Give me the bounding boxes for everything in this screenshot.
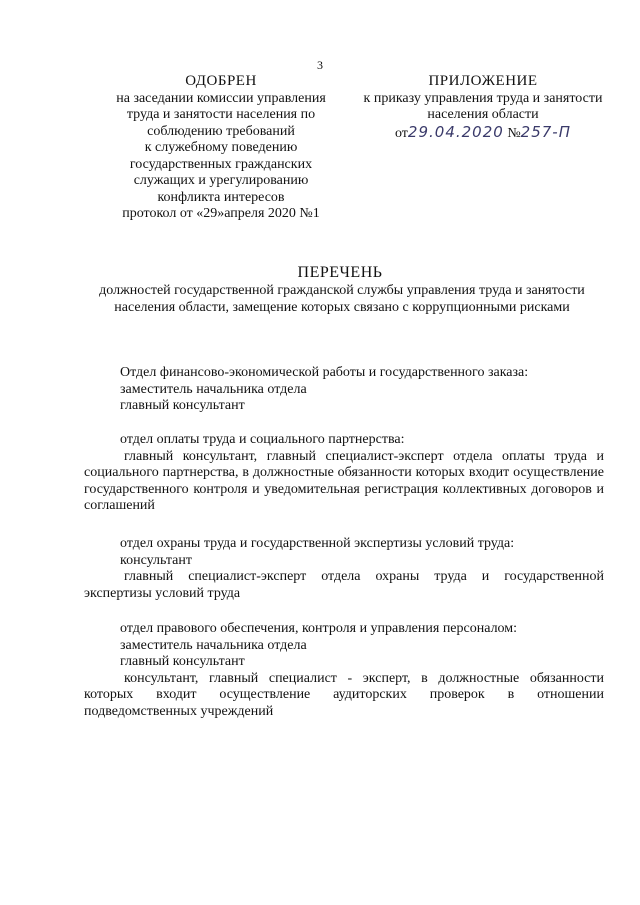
approval-heading: ОДОБРЕН <box>185 73 257 89</box>
order-reference <box>342 124 624 143</box>
position-item: консультант <box>120 552 192 568</box>
position-paragraph: консультант, главный специалист - эксперт, в должностные обязанности которых входит осуществление аудиторских проверок в отношении подведомственных учреждений <box>84 670 604 719</box>
approval-block <box>90 73 352 223</box>
section-legal <box>84 621 604 720</box>
department-heading: отдел охраны труда и государственной экспертизы условий труда: <box>120 536 515 551</box>
section-finance <box>84 365 604 415</box>
department-heading: отдел правового обеспечения, контроля и управления персоналом: <box>120 621 518 636</box>
position-item: главный консультант <box>120 654 245 670</box>
appendix-line: населения области <box>427 107 539 123</box>
page-number: 3 <box>317 58 323 72</box>
approval-line: государственных гражданских <box>129 156 313 172</box>
document-subtitle: должностей государственной гражданской службы управления труда и занятости населения области, замещение которых связано с коррупционными рисками <box>99 283 585 315</box>
position-paragraph: главный специалист-эксперт отдела охраны труда и государственной экспертизы условий труда <box>84 569 604 601</box>
position-item: заместитель начальника отдела <box>120 381 307 397</box>
appendix-heading: ПРИЛОЖЕНИЕ <box>428 73 538 89</box>
appendix-block <box>342 73 624 142</box>
document-title: ПЕРЕЧЕНЬ <box>297 264 383 281</box>
order-number-sign: № <box>507 125 521 141</box>
order-date-handwritten: 29.04.2020 <box>407 122 504 141</box>
approval-line: конфликта интересов <box>157 189 285 205</box>
appendix-line: к приказу управления труда и занятости <box>363 90 603 106</box>
position-item: главный консультант <box>120 398 245 414</box>
approval-line: труда и занятости населения по <box>126 107 316 123</box>
approval-protocol: протокол от «29»апреля 2020 №1 <box>122 206 320 222</box>
approval-line: на заседании комиссии управления <box>116 90 326 106</box>
order-prefix: от <box>394 125 408 141</box>
approval-line: служащих и урегулированию <box>133 173 309 189</box>
section-labor-safety <box>84 536 604 602</box>
approval-line: соблюдению требований <box>147 123 295 139</box>
department-heading: отдел оплаты труда и социального партнерства: <box>120 432 405 447</box>
order-number-handwritten: 257-П <box>520 122 571 141</box>
section-wages <box>84 432 604 515</box>
position-paragraph: главный консультант, главный специалист-эксперт отдела оплаты труда и социального партнерства, в должностные обязанности которых входит осуществление государственного контроля и уведомительная регистрация коллективных договоров и соглашений <box>84 448 604 514</box>
approval-line: к служебному поведению <box>144 140 298 156</box>
department-heading: Отдел финансово-экономической работы и государственного заказа: <box>120 365 529 380</box>
position-item: заместитель начальника отдела <box>120 637 307 653</box>
